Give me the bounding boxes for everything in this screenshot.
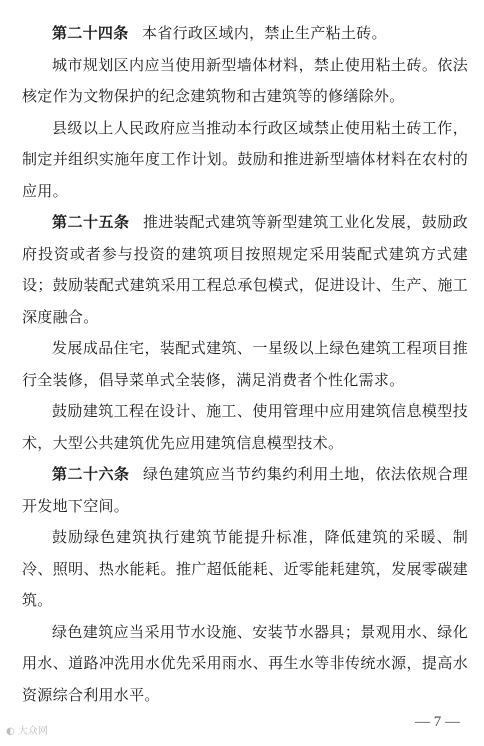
watermark-icon: ◐ [6, 726, 15, 737]
article-24-paragraph-2: 城市规划区内应当使用新型墙体材料，禁止使用粘土砖。依法核定作为文物保护的纪念建筑物和古建筑等的修缮除外。 [22, 55, 468, 105]
document-page [22, 18, 468, 711]
article-26-number: 第二十六条 [52, 465, 130, 483]
page-number: — 7 — [415, 714, 460, 730]
article-24-paragraph-1 [22, 18, 468, 50]
article-25-text-1: 推进装配式建筑等新型建筑工业化发展，鼓励政府投资或者参与投资的建筑项目按照规定采用装配式建筑方式建设；鼓励装配式建筑采用工程总承包模式，促进设计、生产、施工深度融合。 [22, 213, 468, 326]
article-26-text-1: 绿色建筑应当节约集约利用土地，依法依规合理开发地下空间。 [22, 465, 468, 515]
article-26-paragraph-2: 鼓励绿色建筑执行建筑节能提升标准，降低建筑的采暖、制冷、照明、热水能耗。推广超低能耗、近零能耗建筑，发展零碳建筑。 [22, 528, 468, 609]
watermark-text: 大众网 [17, 726, 48, 737]
article-24-paragraph-3: 县级以上人民政府应当推动本行政区域禁止使用粘土砖工作，制定并组织实施年度工作计划。鼓励和推进新型墙体材料在农村的应用。 [22, 118, 468, 200]
article-26-paragraph-3: 绿色建筑应当采用节水设施、安装节水器具；景观用水、绿化用水、道路冲洗用水优先采用雨水、再生水等非传统水源，提高水资源综合利用水平。 [22, 622, 468, 704]
article-25-number: 第二十五条 [52, 213, 130, 231]
article-26-paragraph-1 [22, 459, 468, 522]
watermark-logo [6, 722, 48, 737]
article-24-number: 第二十四条 [52, 24, 129, 42]
article-25-paragraph-2: 发展成品住宅，装配式建筑、一星级以上绿色建筑工程项目推行全装修，倡导菜单式全装修，满足消费者个性化需求。 [22, 339, 468, 389]
article-25-paragraph-1 [22, 207, 468, 333]
article-24-text-1: 本省行政区域内，禁止生产粘土砖。 [142, 24, 387, 42]
article-25-paragraph-3: 鼓励建筑工程在设计、施工、使用管理中应用建筑信息模型技术，大型公共建筑优先应用建筑信息模型技术。 [22, 402, 468, 452]
